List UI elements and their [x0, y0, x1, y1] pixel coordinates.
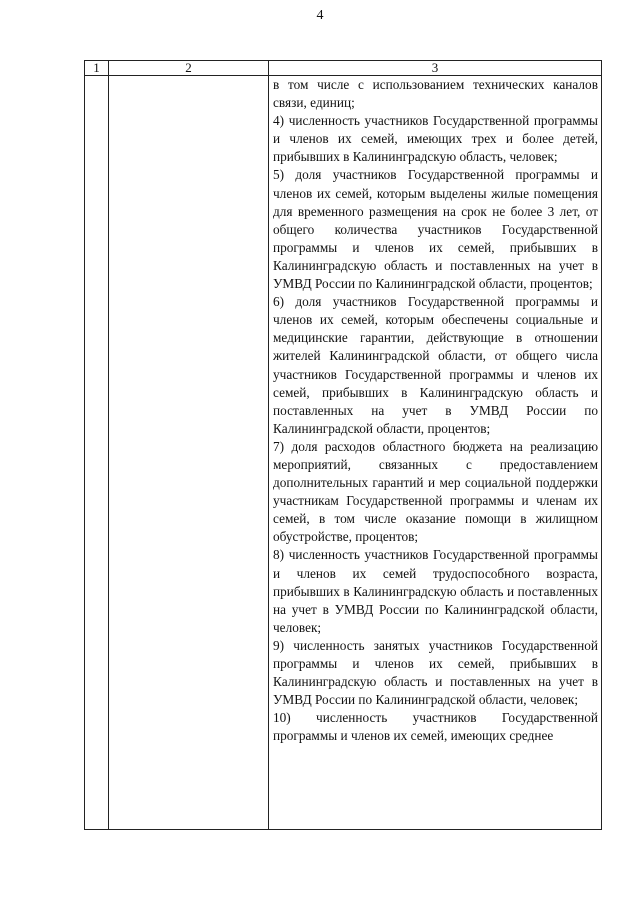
paragraph-item-9: 9) численность занятых участников Государственной программы и членов их семей, прибывших в Калининградскую область и поставленных на учет в УМВД России по Калининградской области, человек; [273, 637, 598, 708]
paragraph-item-5: 5) доля участников Государственной программы и членов их семей, которым выделены жилые помещения для временного размещения на срок не более 3 лет, от общего количества участников Государственной программы и членов их семей, прибывших в Калининградскую область и поставленных на учет в УМВД России по Калининградской области, процентов; [273, 167, 598, 292]
paragraph-item-4: 4) численность участников Государственной программы и членов их семей, имеющих трех и более детей, прибывших в Калининградскую область, человек; [273, 113, 598, 165]
paragraph-item-8: 8) численность участников Государственной программы и членов их семей трудоспособного возраста, прибывших в Калининградскую область и поставленных на учет в УМВД России по Калининградской области, человек; [273, 547, 598, 635]
paragraph-continuation: в том числе с использованием технических каналов связи, единиц; [273, 77, 598, 111]
paragraph-item-10: 10) численность участников Государственной программы и членов их семей, имеющих среднее [273, 710, 598, 744]
table-row [85, 76, 602, 830]
column-header-3: 3 [269, 61, 602, 76]
page-number: 4 [316, 8, 324, 23]
column-header-1: 1 [85, 61, 109, 76]
cell-column-2 [109, 76, 269, 830]
paragraph-item-6: 6) доля участников Государственной программы и членов их семей, которым обеспечены социальные и медицинские гарантии, действующие в отношении жителей Калининградской области, от общего числа участников Государственной программы и членов их семей, прибывших в Калининградскую область и поставленных на учет в УМВД России по Калининградской области, процентов; [273, 294, 598, 436]
cell-column-1 [85, 76, 109, 830]
document-table [84, 60, 602, 830]
cell-column-3 [269, 76, 602, 830]
column-header-2: 2 [109, 61, 269, 76]
table-header-row [85, 61, 602, 76]
paragraph-item-7: 7) доля расходов областного бюджета на реализацию мероприятий, связанных с предоставлением дополнительных гарантий и мер социальной поддержки участникам Государственной программы и членам их семей, в том числе оказание помощи в жилищном обустройстве, процентов; [273, 438, 598, 545]
